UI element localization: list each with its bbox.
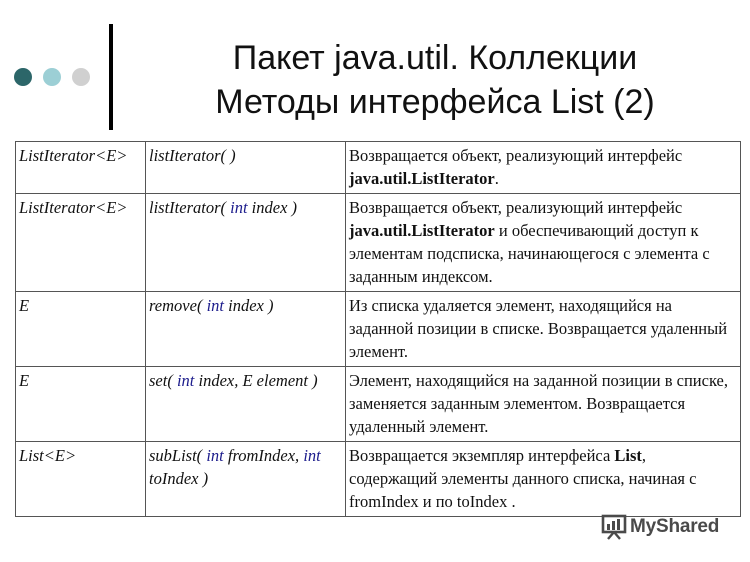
table-row	[16, 142, 741, 194]
description-cell	[346, 367, 741, 442]
signature-text: set(	[149, 371, 177, 390]
table-row	[16, 194, 741, 292]
return-type-cell: List<E>	[16, 442, 146, 517]
signature-text: toIndex )	[149, 469, 209, 488]
keyword-int: int	[206, 446, 224, 465]
description-cell	[346, 442, 741, 517]
return-type-cell: E	[16, 367, 146, 442]
signature-text: remove(	[149, 296, 207, 315]
signature-text: fromIndex,	[223, 446, 304, 465]
signature-text: subList(	[149, 446, 207, 465]
methods-table	[15, 141, 741, 517]
decorative-dots	[14, 68, 94, 88]
description-text: , содержащий элементы данного списка, начиная с fromIndex и по toIndex .	[349, 446, 697, 511]
return-type-cell: E	[16, 292, 146, 367]
description-cell	[346, 292, 741, 367]
keyword-int: int	[176, 371, 195, 390]
method-signature-cell	[146, 292, 346, 367]
signature-text: listIterator(	[149, 198, 231, 217]
method-signature-cell	[146, 142, 346, 194]
method-signature-cell	[146, 194, 346, 292]
title-line-2: Методы интерфейса List (2)	[215, 83, 655, 121]
keyword-int: int	[230, 198, 248, 217]
signature-text: index )	[224, 296, 274, 315]
table-row	[16, 367, 741, 442]
presentation-board-icon	[601, 514, 627, 540]
description-text: .	[494, 169, 499, 188]
description-term: java.util.ListIterator	[349, 221, 495, 240]
description-text: Элемент, находящийся на заданной позиции в списке, заменяется заданным элементом. Возвращается удаленный элемент.	[349, 371, 729, 436]
title-divider	[109, 24, 113, 130]
table-row	[16, 442, 741, 517]
keyword-int: int	[206, 296, 224, 315]
title-line-1: Пакет java.util. Коллекции	[232, 39, 638, 77]
method-signature-cell	[146, 442, 346, 517]
description-cell	[346, 142, 741, 194]
description-cell	[346, 194, 741, 292]
description-text: Из списка удаляется элемент, находящийся на заданной позиции в списке. Возвращается удаленный элемент.	[349, 296, 728, 361]
dot-light-teal	[43, 68, 61, 86]
description-term: List	[614, 446, 642, 465]
description-text: и обеспечивающий доступ к элементам подсписка, начинающегося с элемента с заданным индексом.	[349, 221, 710, 286]
myshared-logo	[601, 512, 719, 542]
signature-text: listIterator( )	[149, 146, 236, 165]
signature-text: index )	[247, 198, 298, 217]
signature-text: index, E element )	[194, 371, 318, 390]
dot-dark-teal	[14, 68, 32, 86]
logo-text: MyShared	[630, 516, 720, 537]
description-text: Возвращается экземпляр интерфейса	[349, 446, 615, 465]
return-type-cell: ListIterator<E>	[16, 194, 146, 292]
slide-title	[120, 36, 750, 124]
table-row	[16, 292, 741, 367]
method-signature-cell	[146, 367, 346, 442]
description-term: java.util.ListIterator	[349, 169, 495, 188]
dot-gray	[72, 68, 90, 86]
description-text: Возвращается объект, реализующий интерфейс	[349, 198, 683, 217]
return-type-cell: ListIterator<E>	[16, 142, 146, 194]
keyword-int: int	[303, 446, 321, 465]
description-text: Возвращается объект, реализующий интерфейс	[349, 146, 683, 165]
